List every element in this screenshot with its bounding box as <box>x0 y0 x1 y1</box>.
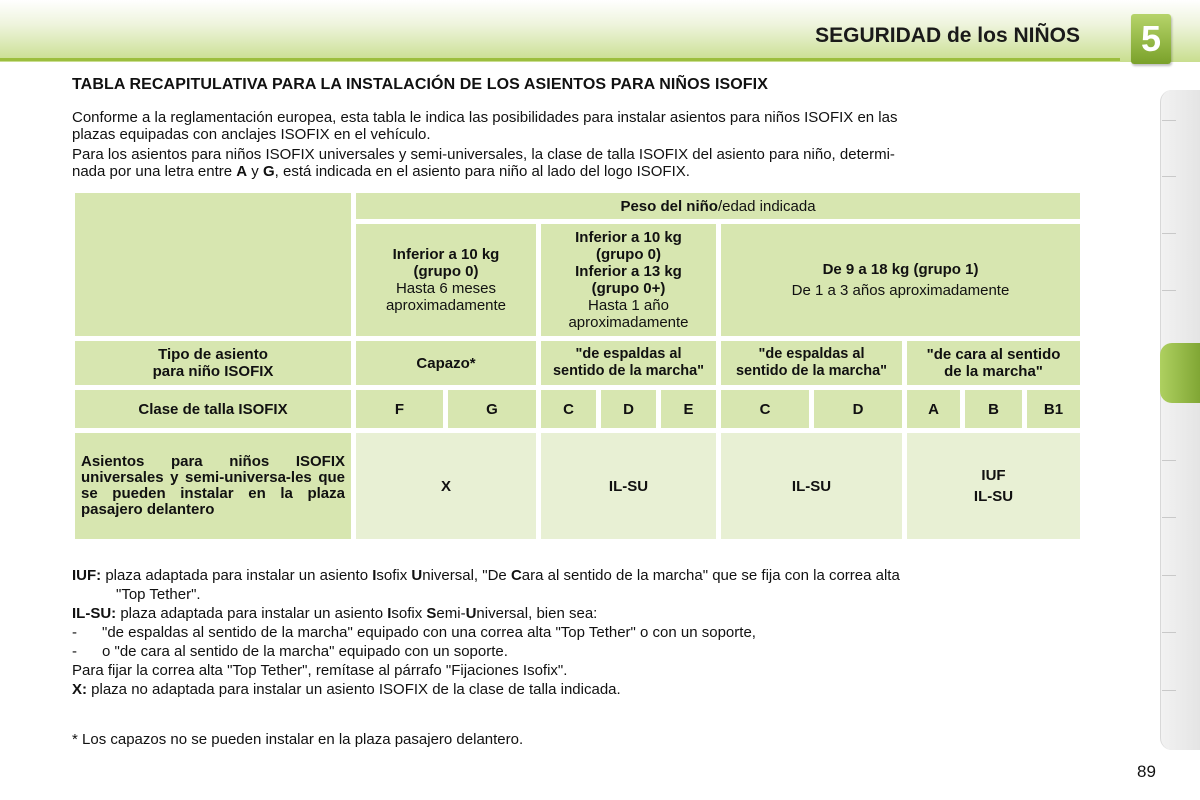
value-forward-facing: IUF IL-SU <box>907 433 1080 539</box>
side-index-mark <box>1162 120 1176 121</box>
intro-text: , está indicada en el asiento para niño al lado del logo ISOFIX. <box>274 163 690 180</box>
value-rear-facing: IL-SU <box>541 433 716 539</box>
size-class-cell: G <box>448 390 536 428</box>
note-ilsu: IL-SU: plaza adaptada para instalar un asiento Isofix Semi-Universal, bien sea: <box>72 605 598 622</box>
size-class-cell: D <box>814 390 902 428</box>
note-bullet: - "de espaldas al sentido de la marcha" equipado con una correa alta "Top Tether" o con un soporte, <box>72 624 756 641</box>
section-title: SEGURIDAD de los NIÑOS <box>815 24 1080 47</box>
seat-type-capazo: Capazo* <box>356 341 536 385</box>
side-index-mark <box>1162 233 1176 234</box>
table-corner-cell <box>75 193 351 336</box>
side-index-mark <box>1162 517 1176 518</box>
note-x: X: plaza no adaptada para instalar un asiento ISOFIX de la clase de talla indicada. <box>72 681 621 698</box>
page-heading: TABLA RECAPITULATIVA PARA LA INSTALACIÓN DE LOS ASIENTOS PARA NIÑOS ISOFIX <box>72 76 769 93</box>
seat-type-rear-facing: "de espaldas al sentido de la marcha" <box>541 341 716 385</box>
active-chapter-tab[interactable] <box>1160 343 1200 403</box>
page-number: 89 <box>1137 762 1156 781</box>
value-rear-facing: IL-SU <box>721 433 902 539</box>
note-bullet: - o "de cara al sentido de la marcha" equipado con un soporte. <box>72 643 508 660</box>
intro-text: nada por una letra entre <box>72 163 237 180</box>
weight-header: Peso del niño/edad indicada <box>356 193 1080 219</box>
side-index-mark <box>1162 290 1176 291</box>
note-iuf: IUF: plaza adaptada para instalar un asiento Isofix Universal, "De Cara al sentido de la marcha" que se fija con la correa alta "Top Tether". <box>72 567 900 603</box>
side-index-strip <box>1160 90 1200 750</box>
size-class-cell: F <box>356 390 443 428</box>
intro-letter-g: G <box>262 163 275 180</box>
legend-notes <box>72 566 1132 699</box>
header-rule <box>0 58 1120 61</box>
chapter-badge: 5 <box>1131 14 1171 64</box>
intro-text: y <box>247 163 263 180</box>
size-class-cell: E <box>661 390 716 428</box>
side-index-mark <box>1162 460 1176 461</box>
seat-type-forward-facing: "de cara al sentido de la marcha" <box>907 341 1080 385</box>
intro-letter-a: A <box>236 163 248 180</box>
group-1-header: De 9 a 18 kg (grupo 1) De 1 a 3 años aproximadamente <box>721 224 1080 336</box>
seat-type-label: Tipo de asiento para niño ISOFIX <box>75 341 351 385</box>
seat-type-rear-facing: "de espaldas al sentido de la marcha" <box>721 341 902 385</box>
size-class-cell: B <box>965 390 1022 428</box>
size-class-cell: C <box>721 390 809 428</box>
group-0-header: Inferior a 10 kg (grupo 0) Hasta 6 meses aproximadamente <box>356 224 536 336</box>
intro-line: Conforme a la reglamentación europea, esta tabla le indica las posibilidades para instalar asientos para niños ISOFIX en las <box>72 109 898 126</box>
group-0plus-header: Inferior a 10 kg (grupo 0) Inferior a 13 kg (grupo 0+) Hasta 1 año aproximadamente <box>541 224 716 336</box>
footnote: * Los capazos no se pueden instalar en la plaza pasajero delantero. <box>72 731 524 748</box>
intro-paragraph-2 <box>72 146 1130 180</box>
intro-line <box>72 163 1130 180</box>
side-index-mark <box>1162 176 1176 177</box>
side-index-mark <box>1162 690 1176 691</box>
value-capazo: X <box>356 433 536 539</box>
intro-line: Para los asientos para niños ISOFIX universales y semi-universales, la clase de talla ISOFIX del asiento para niño, determi- <box>72 146 895 163</box>
front-passenger-row-label: Asientos para niños ISOFIX universales y semi-universa-les que se pueden instalar en la plaza pasajero delantero <box>75 433 351 539</box>
intro-paragraph-1 <box>72 109 1130 143</box>
size-class-cell: B1 <box>1027 390 1080 428</box>
intro-line: plazas equipadas con anclajes ISOFIX en el vehículo. <box>72 126 431 143</box>
size-class-cell: A <box>907 390 960 428</box>
size-class-label: Clase de talla ISOFIX <box>75 390 351 428</box>
side-index-mark <box>1162 632 1176 633</box>
size-class-cell: D <box>601 390 656 428</box>
isofix-table <box>70 188 1085 544</box>
note-fixing: Para fijar la correa alta "Top Tether", remítase al párrafo "Fijaciones Isofix". <box>72 662 568 679</box>
size-class-cell: C <box>541 390 596 428</box>
side-index-mark <box>1162 575 1176 576</box>
